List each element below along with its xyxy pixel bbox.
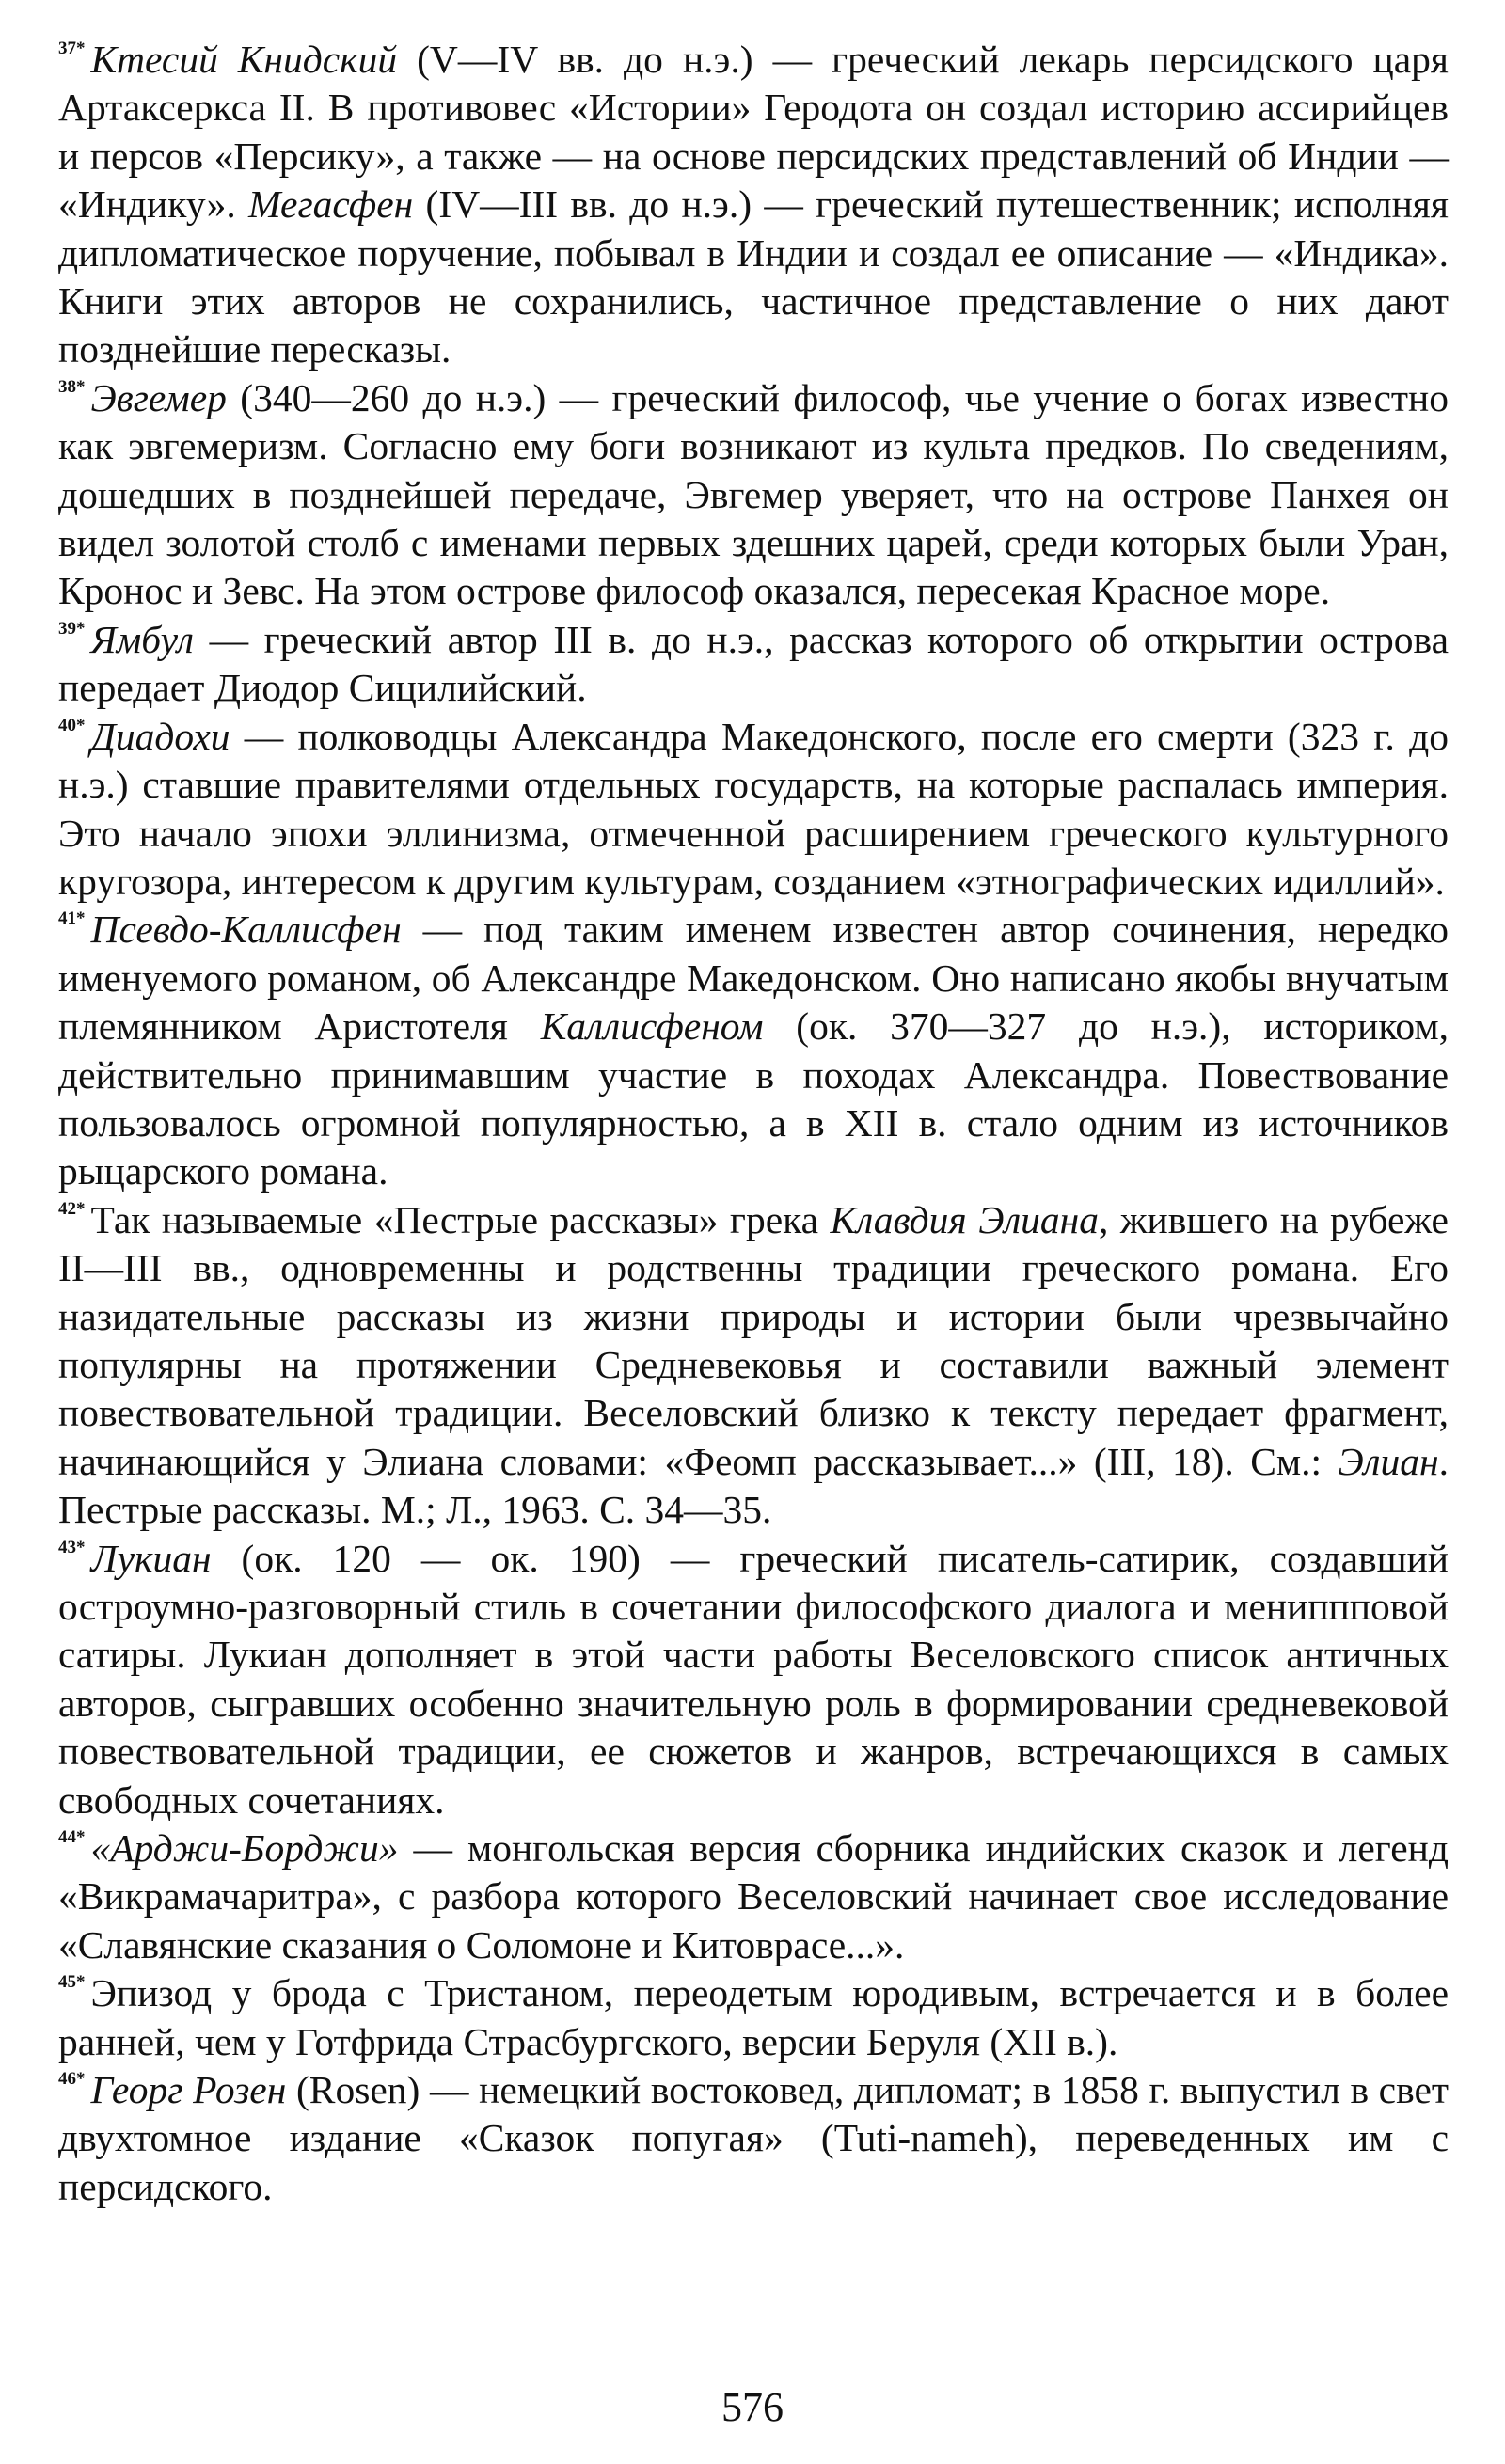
- footnote-number: 44*: [58, 1827, 86, 1848]
- footnote-41: [58, 906, 1449, 1195]
- footnote-term: Лукиан: [90, 1536, 212, 1580]
- footnote-term: Ктесий Книдский: [90, 38, 398, 81]
- footnote-text: (IV—III вв. до н.э.) — греческий путешественник; исполняя дипломатическое поручение, побывал в Индии и создал ее описание — «Индика». Книги этих авторов не сохранились, частичное представление о них дают позднейшие пересказы.: [58, 182, 1449, 371]
- footnote-term: Псевдо-Каллисфен: [90, 908, 402, 952]
- footnote-40: [58, 713, 1449, 907]
- page-number: 576: [721, 2384, 784, 2430]
- footnote-term: Каллисфеном: [540, 1004, 764, 1049]
- footnote-text: — греческий автор III в. до н.э., рассказ которого об открытии острова передает Диодор Сицилийский.: [58, 617, 1449, 710]
- footnote-text: — полководцы Александра Македонского, после его смерти (323 г. до н.э.) ставшие правителями отдельных государств, на которые распалась империя. Это начало эпохи эллинизма, отмеченной расширением греческого культурного кругозора, интересом к другим культурам, созданием «этнографических идиллий».: [58, 714, 1449, 903]
- footnote-number: 45*: [58, 1972, 86, 1993]
- footnote-term: «Арджи-Борджи»: [90, 1826, 399, 1871]
- footnote-term: Элиан: [1338, 1439, 1439, 1483]
- footnote-text: . Пестрые рассказы. М.; Л., 1963. С. 34—35.: [58, 1439, 1449, 1532]
- footnote-43: [58, 1535, 1449, 1824]
- footnote-number: 41*: [58, 908, 86, 929]
- footnote-46: [58, 2066, 1449, 2211]
- footnote-number: 37*: [58, 39, 86, 58]
- footnote-term: Ямбул: [90, 617, 194, 661]
- footnote-text: (Rosen) — немецкий востоковед, дипломат; в 1858 г. выпустил в свет двухтомное издание «Сказок попугая» (Tuti-nameh), переведенных им с персидского.: [58, 2068, 1449, 2208]
- footnote-number: 46*: [58, 2069, 86, 2090]
- footnote-term: Георг Розен: [90, 2068, 287, 2112]
- footnote-text: Эпизод у брода с Тристаном, переодетым юродивым, встречается и в более ранней, чем у Готфрида Страсбургского, версии Беруля (XII в.).: [58, 1971, 1449, 2063]
- footnote-45: [58, 1969, 1449, 2066]
- footnote-text: — под таким именем известен автор сочинения, нередко именуемого романом, об Александре Македонском. Оно написано якобы внучатым племянником Аристотеля: [58, 908, 1449, 1049]
- footnote-42: [58, 1196, 1449, 1535]
- footnote-number: 40*: [58, 715, 86, 735]
- footnote-term: Клавдия Элиана: [830, 1197, 1100, 1241]
- footnotes-block: [58, 36, 1449, 2211]
- footnote-text: Так называемые «Пестрые рассказы» грека: [90, 1197, 831, 1241]
- footnote-38: [58, 374, 1449, 616]
- footnote-text: , жившего на рубеже II—III вв., одновременны и родственны традиции греческого романа. Его назидательные рассказы из жизни природы и истории были чрезвычайно популярны на протяжении Средневековья и составили важный элемент повествовательной традиции. Веселовский близко к тексту передает фрагмент, начинающийся у Элиана словами: «Феомп рассказывает...» (III, 18). См.:: [58, 1197, 1449, 1483]
- footnote-37: [58, 36, 1449, 374]
- footnote-text: (340—260 до н.э.) — греческий философ, чье учение о богах известно как эвгемеризм. Согласно ему боги возникают из культа предков. По сведениям, дошедших в позднейшей передаче, Эвгемер уверяет, что на острове Панхея он видел золотой столб с именами первых здешних царей, среди которых были Уран, Кронос и Зевс. На этом острове философ оказался, пересекая Красное море.: [58, 375, 1449, 613]
- footnote-term: Эвгемер: [90, 375, 227, 419]
- footnote-term: Мегасфен: [248, 182, 414, 227]
- footnote-number: 43*: [58, 1537, 86, 1557]
- footnote-number: 38*: [58, 376, 86, 397]
- footnote-number: 42*: [58, 1198, 86, 1219]
- footnote-text: — монгольская версия сборника индийских сказок и легенд «Викрамачаритра», с разбора которого Веселовский начинает свое исследование «Славянские сказания о Соломоне и Китоврасе...».: [58, 1826, 1449, 1966]
- footnote-text: (V—IV вв. до н.э.) — греческий лекарь персидского царя Артаксеркса II. В противовес «Истории» Геродота он создал историю ассирийцев и персов «Персику», а также — на основе персидских представлений об Индии — «Индику».: [58, 38, 1449, 227]
- footnote-text: (ок. 120 — ок. 190) — греческий писатель-сатирик, создавший остроумно-разговорный стиль в сочетании философского диалога и мениппповой сатиры. Лукиан дополняет в этой части работы Веселовского список античных авторов, сыгравших особенно значительную роль в формировании средневековой повествовательной традиции, ее сюжетов и жанров, встречающихся в самых свободных сочетаниях.: [58, 1536, 1449, 1822]
- footnote-term: Диадохи: [90, 714, 230, 758]
- footnote-39: [58, 616, 1449, 713]
- footnote-text: (ок. 370—327 до н.э.), историком, действительно принимавшим участие в походах Александра. Повествование пользовалось огромной популярностью, а в XII в. стало одним из источников рыцарского романа.: [58, 1004, 1450, 1193]
- footnote-44: [58, 1824, 1449, 1969]
- footnote-number: 39*: [58, 618, 86, 639]
